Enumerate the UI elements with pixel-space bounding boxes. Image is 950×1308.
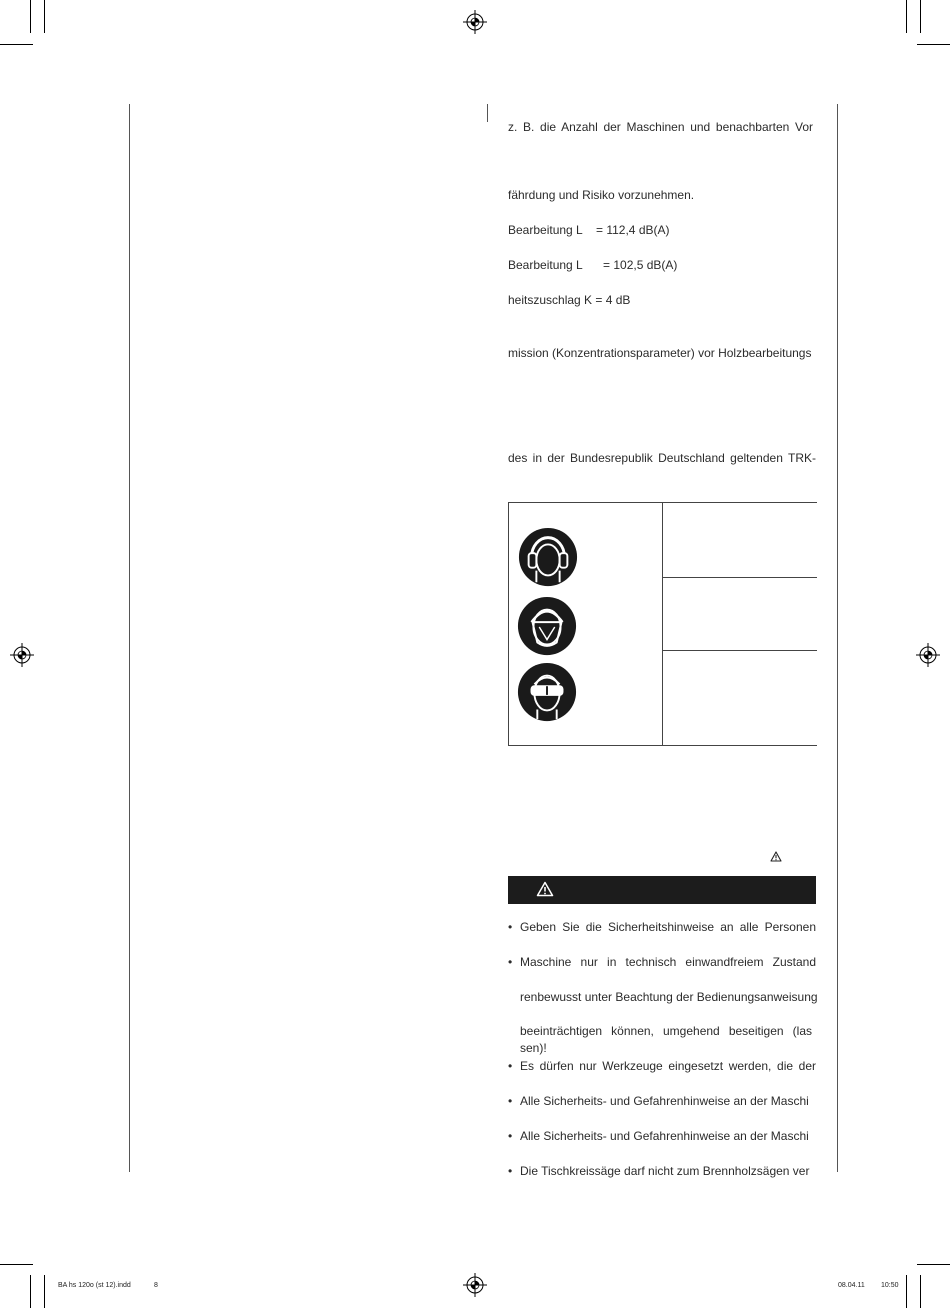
noise-level-value: = 102,5 dB(A) [603,258,678,272]
hearing-protection-icon [517,526,579,588]
list-item-text: Alle Sicherheits- und Gefahrenhinweise an der Maschi [520,1094,809,1108]
list-item-text: Geben Sie die Sicherheitshinweise an alle Personen [520,920,816,934]
list-item-text: sen)! [520,1041,547,1055]
body-text-line: des in der Bundesrepublik Deutschland geltenden TRK- [508,451,816,465]
bullet-marker: • [508,1164,513,1178]
body-text-line: z. B. die Anzahl der Maschinen und benachbarten Vor [508,120,813,134]
slug-filename: BA hs 120o (st 12).indd [58,1282,131,1289]
bullet-marker: • [508,955,513,969]
table-row-divider [662,577,817,578]
list-item-text: Es dürfen nur Werkzeuge eingesetzt werden, die der [520,1059,816,1073]
list-item-text: Alle Sicherheits- und Gefahrenhinweise an der Maschi [520,1129,809,1143]
safety-goggles-icon [516,661,578,723]
slug-page-number: 8 [154,1282,158,1289]
registration-mark-bottom [463,1273,487,1297]
noise-level-label: Bearbeitung L [508,223,583,237]
body-text-line: fährdung und Risiko vorzunehmen. [508,188,695,202]
noise-level-value: = 112,4 dB(A) [596,223,670,237]
bullet-marker: • [508,920,513,934]
list-item-text: Maschine nur in technisch einwandfreiem Zustand [520,955,816,969]
bullet-marker: • [508,1129,513,1143]
list-item-text: beeinträchtigen können, umgehend beseitigen (las [520,1024,812,1038]
warning-triangle-icon [770,851,782,862]
noise-level-label: Bearbeitung L [508,258,583,272]
bullet-marker: • [508,1059,513,1073]
table-column-divider [662,503,663,745]
registration-mark-left [10,643,34,667]
list-item-text: Die Tischkreissäge darf nicht zum Brennholzsägen ver [520,1164,810,1178]
body-text-line: heitszuschlag K = 4 dB [508,293,631,307]
warning-triangle-icon [536,881,554,897]
list-item-text: renbewusst unter Beachtung der Bedienungsanweisung [520,990,818,1004]
table-row-divider [662,650,817,651]
registration-mark-top [463,10,487,34]
body-text-line: mission (Konzentrationsparameter) vor Holzbearbeitungs [508,346,812,360]
registration-mark-right [916,643,940,667]
slug-date: 08.04.11 [838,1282,865,1289]
face-shield-icon [516,595,578,657]
slug-time: 10:50 [881,1282,899,1289]
bullet-marker: • [508,1094,513,1108]
safety-instructions-header-bar [508,876,816,904]
